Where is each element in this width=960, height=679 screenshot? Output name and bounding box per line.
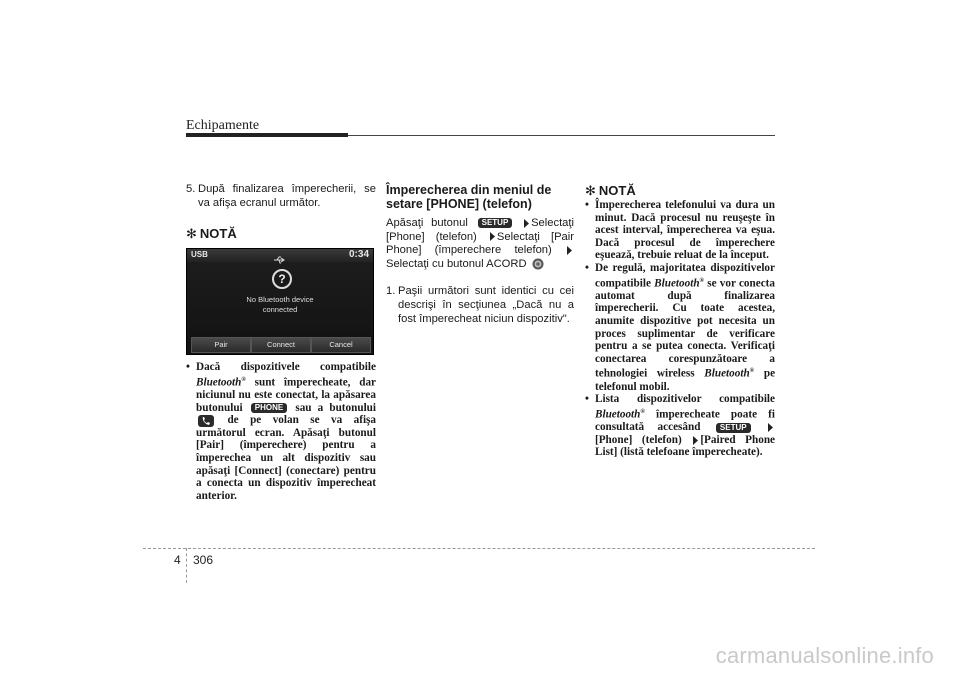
column-middle [386, 183, 574, 326]
phone-badge: PHONE [251, 403, 287, 413]
header-rule-thin [348, 135, 775, 136]
chapter-number: 4 [174, 553, 181, 567]
watermark: carmanualsonline.info [715, 643, 934, 668]
setup-badge: SETUP [478, 218, 513, 228]
step-number: 5. [186, 183, 196, 195]
usb-label: USB [191, 250, 208, 260]
header-rule-thick [186, 133, 348, 137]
footer-vertical-rule [186, 548, 187, 583]
column-right [585, 183, 775, 459]
enter-knob-icon [532, 258, 544, 270]
screen-clock: 0:34 [348, 249, 369, 261]
note-heading: ✻ NOTĂ [186, 226, 237, 242]
page-number: 306 [193, 553, 214, 567]
setup-badge: SETUP [716, 423, 751, 433]
arrow-right-icon [566, 246, 573, 255]
arrow-right-icon [523, 219, 530, 228]
note-bullet-1: • Împerecherea telefonului va dura un minut. Dacă procesul nu reuşeşte în acest interval, împerecherea va eşua. Dacă procesul de împerechere eşuează, trebuie reluat de la început. [585, 199, 775, 262]
step-text: După finalizarea împerecherii, se va afişa ecranul următor. [198, 183, 376, 209]
screen-button-row [187, 337, 373, 351]
note-bullet-2: • De regulă, majoritatea dispozitivelor compatibile Bluetooth® se vor conecta automat după finalizarea împerecherii. Cu toate acestea, anumite dispozitive pot necesita un proces suplimentar de verificare pentru a se putea conecta. Verificaţi conectarea corespunzătoare a tehnologiei wireless Bluetooth® pe telefonul mobil. [585, 261, 776, 393]
note-heading: ✻ NOTĂ [585, 183, 636, 198]
question-icon: ? [272, 269, 292, 289]
page-header-title: Echipamente [186, 118, 260, 133]
column-left [186, 183, 376, 502]
arrow-right-icon [489, 232, 496, 241]
cancel-button[interactable]: Cancel [311, 337, 371, 353]
phone-icon [198, 415, 214, 427]
step-1: 1. Paşii următori sunt identici cu cei descrişi în secţiunea „Dacă nu a fost împerecheat niciun dispozitiv". [386, 285, 574, 325]
step-5 [186, 183, 376, 210]
note-star-icon: ✻ [186, 226, 197, 242]
arrow-right-icon [767, 423, 774, 432]
footer-rule [143, 548, 815, 549]
note-bullet-3: • Lista dispozitivelor compatibile Bluetooth® împerecheate poate fi consultată accesând SETUP [Phone] (telefon) [Paired Phone List] (listă telefoane împerecheate). [585, 393, 776, 459]
no-bluetooth-screen [186, 248, 374, 355]
note-bullet: • Dacă dispozitivele compatibile Bluetooth® sunt împerecheate, dar niciunul nu este conectat, la apăsarea butonului PHONE sau a butonului de pe volan se va afişa următorul ecran. Apăsaţi butonul [Pair] (împerechere) pentru a împerechea un alt dispozitiv sau apăsaţi [Connect] (conectare) pentru a conecta un dispozitiv împerecheat anterior. [186, 361, 377, 502]
arrow-right-icon [692, 436, 699, 445]
section-title: Împerecherea din meniul de setare [PHONE] (telefon) [386, 183, 552, 211]
connect-button[interactable]: Connect [251, 337, 311, 353]
note-star-icon: ✻ [585, 183, 596, 198]
usb-icon [273, 251, 285, 269]
instruction-paragraph: Apăsaţi butonul SETUP Selectaţi [Phone] (telefon) Selectaţi [Pair Phone] (împerechere telefon) Selectaţi cu butonul ACORD [386, 217, 574, 270]
screen-message: No Bluetooth device connected [246, 295, 314, 315]
pair-button[interactable]: Pair [191, 337, 251, 353]
